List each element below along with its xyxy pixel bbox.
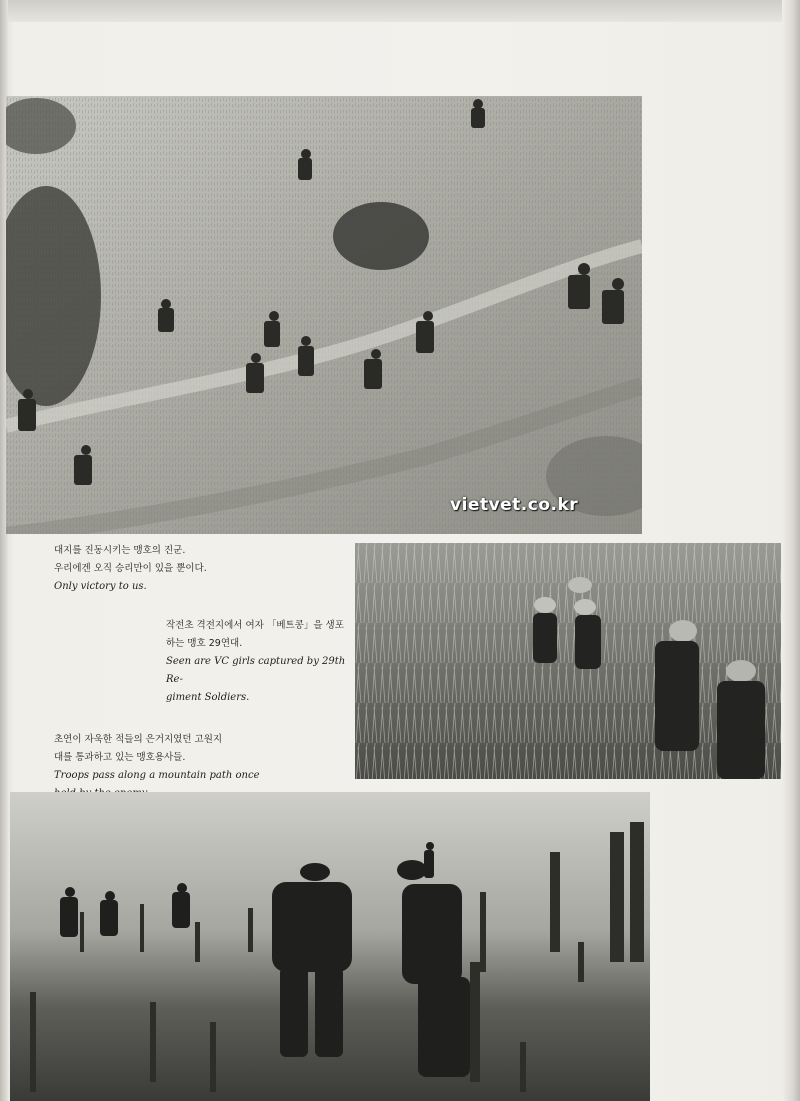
caption-3-english-line-1: Troops pass along a mountain path once xyxy=(54,770,260,781)
caption-vc-capture xyxy=(166,617,356,707)
caption-2-english-line-1: Seen are VC girls captured by 29th Re- xyxy=(166,656,346,685)
caption-hillside xyxy=(54,542,314,596)
page-right-edge xyxy=(782,0,800,1101)
caption-1-korean-line-2: 우리에겐 오직 승리만이 있을 뿐이다. xyxy=(54,563,207,574)
caption-2-english-line-2: giment Soldiers. xyxy=(166,692,250,703)
caption-1-korean-line-1: 대지를 진동시키는 맹호의 진군. xyxy=(54,545,186,556)
photo-soldiers-on-hillside xyxy=(6,96,642,534)
photo-troops-in-burned-field xyxy=(10,792,650,1101)
caption-2-korean-line-1: 작전초 격전지에서 여자 「베트콩」을 생포 xyxy=(166,620,344,631)
page-top-shadow xyxy=(0,0,800,22)
caption-3-korean-line-1: 초연이 자욱한 적들의 은거지였던 고원지 xyxy=(54,734,223,745)
caption-1-english-line-1: Only victory to us. xyxy=(54,581,147,592)
photo-soldiers-in-tall-grass xyxy=(355,543,781,779)
caption-2-korean-line-2: 하는 맹호 29연대. xyxy=(166,638,243,649)
watermark-text: vietvet.co.kr xyxy=(450,495,579,515)
caption-3-korean-line-2: 대를 통과하고 있는 맹호용사들. xyxy=(54,752,186,763)
